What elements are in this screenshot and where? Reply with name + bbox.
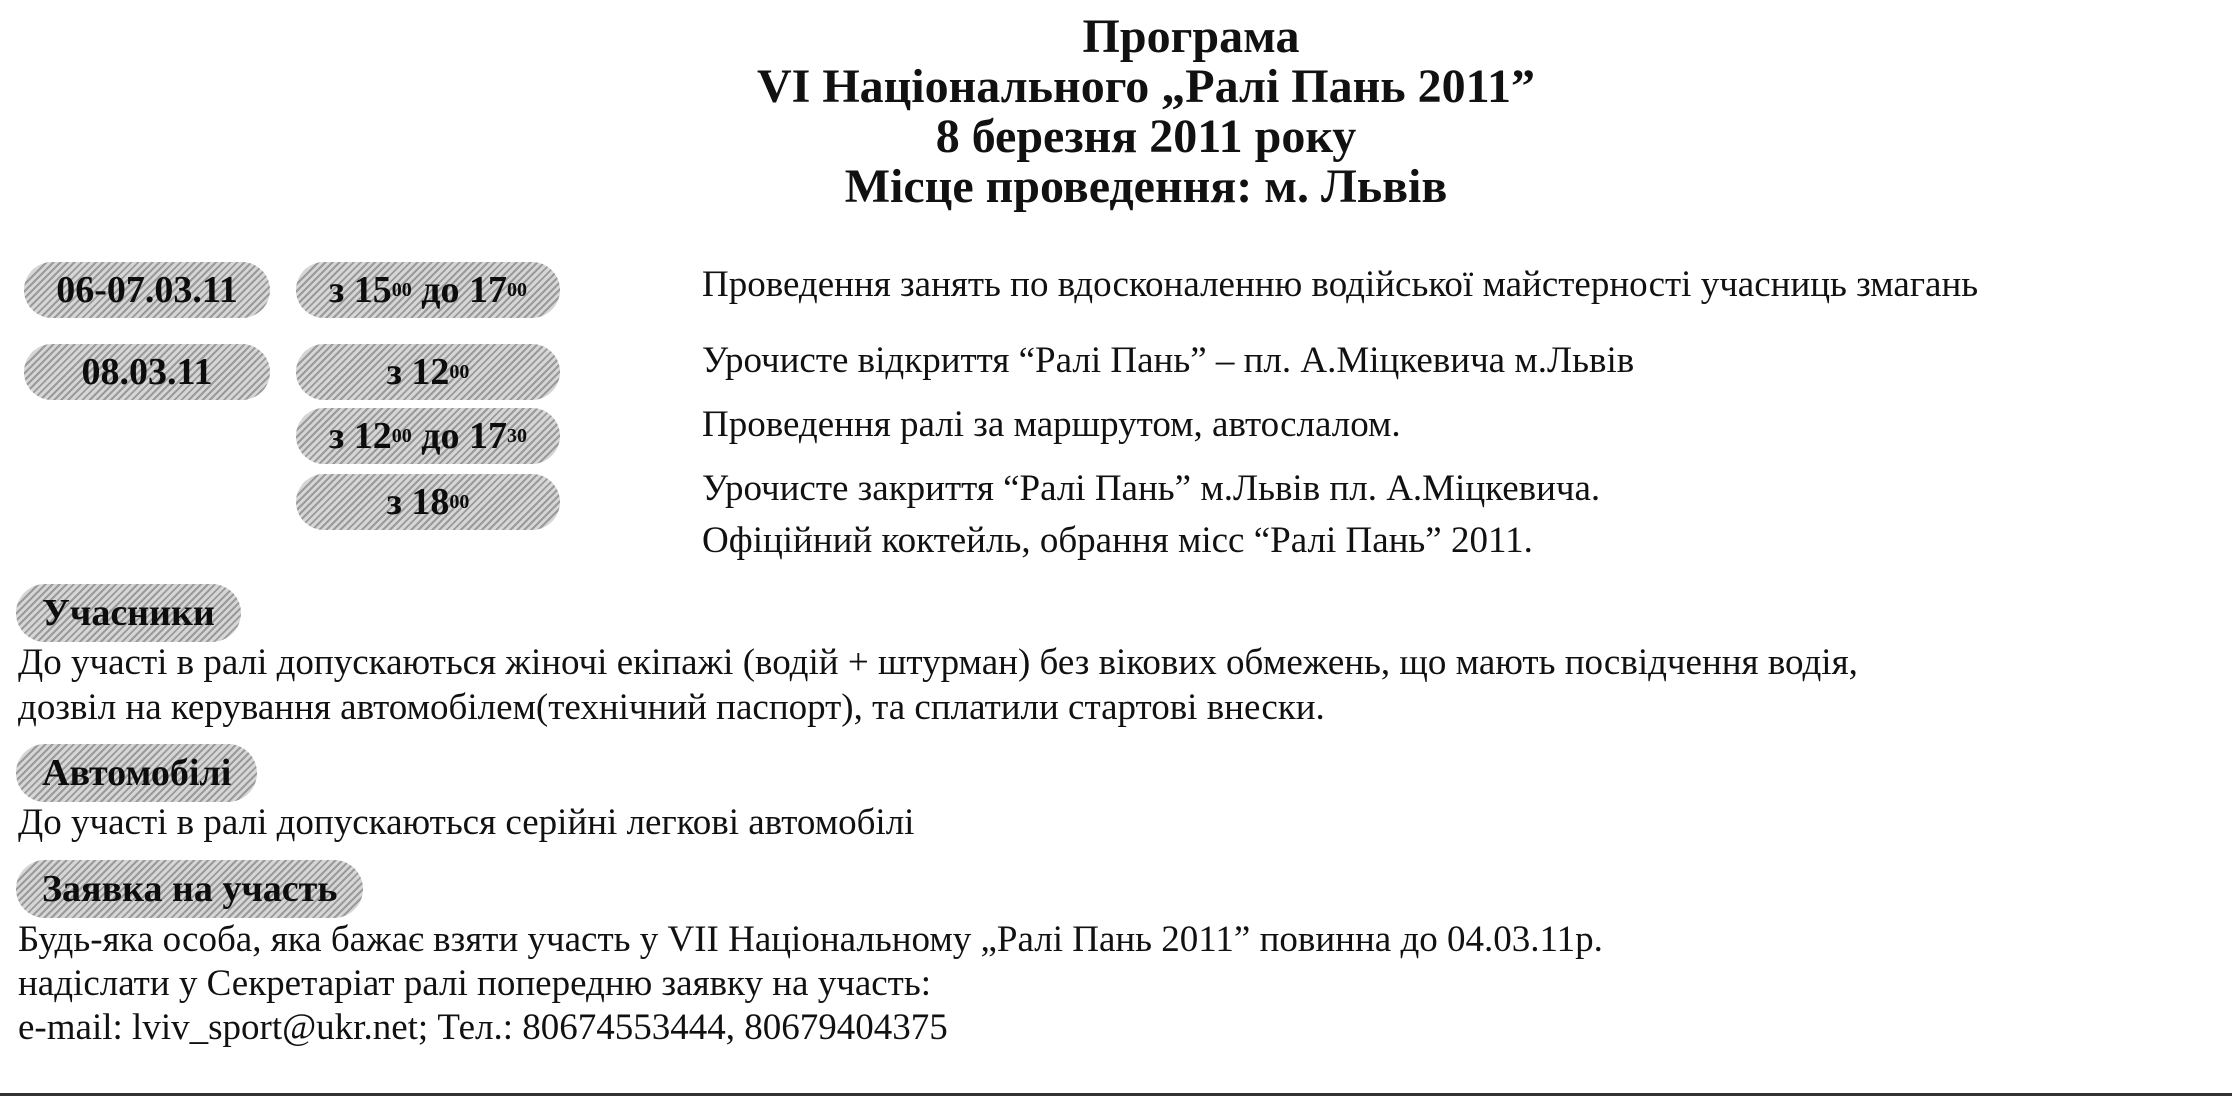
time-badge-2: з 12 00 [296,344,560,400]
title-line-program: Програма [1082,10,1300,63]
time-until: до 17 [411,269,507,311]
time-badge-4: з 18 00 [296,474,560,530]
title-line-venue: Місце проведення: м. Львів [844,160,1448,213]
time-hour: з 12 [328,415,392,457]
section-heading-cars: Автомобілі [16,744,257,802]
time-badge-3: з 12 00 до 17 30 [296,408,560,464]
participants-text-line-2: дозвіл на керування автомобілем(технічний паспорт), та сплатили стартові внески. [18,687,1325,728]
event-cocktail: Офіційний коктейль, обрання місс “Ралі Пань” 2011. [702,520,1533,561]
cars-text-line-1: До участі в ралі допускаються серійні легкові автомобілі [18,802,915,843]
section-heading-application: Заявка на участь [16,860,363,918]
application-text-line-2: надіслати у Секретаріат ралі попередню заявку на участь: [18,963,932,1004]
participants-text-line-1: До участі в ралі допускаються жіночі екіпажі (водій + штурман) без вікових обмежень, що мають посвідчення водія, [18,642,1858,683]
document-title [0,12,2232,212]
time-until: до 17 [411,415,507,457]
event-opening: Урочисте відкриття “Ралі Пань” – пл. А.Міцкевича м.Львів [702,340,1635,381]
time-badge-1: з 15 00 до 17 00 [296,262,560,318]
event-closing: Урочисте закриття “Ралі Пань” м.Львів пл. А.Міцкевича. [702,468,1601,509]
time-hour: з 15 [328,269,392,311]
application-text-line-1: Будь-яка особа, яка бажає взяти участь у VII Національному „Ралі Пань 2011” повинна до 04.03.11р. [18,919,1603,960]
bottom-divider [0,1093,2232,1096]
time-hour: з 18 [386,481,450,523]
event-training: Проведення занять по вдосконаленню водійської майстерності учасниць змагань [702,264,1979,305]
time-hour: з 12 [386,351,450,393]
date-badge-2: 08.03.11 [24,344,270,400]
date-badge-1: 06-07.03.11 [24,262,270,318]
title-line-date: 8 березня 2011 року [935,110,1357,163]
application-contact-line: e-mail: lviv_sport@ukr.net; Тел.: 80674553444, 80679404375 [18,1007,948,1048]
event-rally: Проведення ралі за маршрутом, автослалом. [702,404,1401,445]
section-heading-participants: Учасники [16,584,241,642]
title-line-event: VI Національного „Ралі Пань 2011” [756,60,1536,113]
